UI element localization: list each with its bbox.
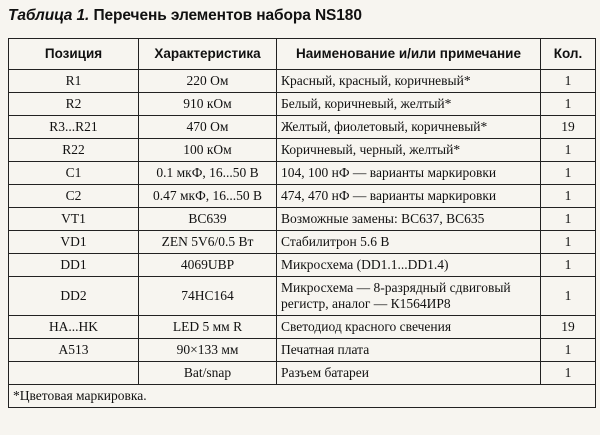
table-header-row [9,39,596,70]
cell-note: 474, 470 нФ — варианты маркировки [277,185,541,208]
table-row [9,208,596,231]
table-row [9,316,596,339]
cell-characteristic: 220 Ом [139,70,277,93]
cell-characteristic: Bat/snap [139,362,277,385]
cell-position: R1 [9,70,139,93]
cell-note: Светодиод красного свечения [277,316,541,339]
caption-label: Таблица 1. [8,7,90,24]
cell-characteristic: BC639 [139,208,277,231]
cell-quantity: 1 [541,70,596,93]
header-name-note: Наименование и/или примечание [277,39,541,70]
table-row [9,231,596,254]
cell-note: 104, 100 нФ — варианты маркировки [277,162,541,185]
cell-characteristic: 0.47 мкФ, 16...50 В [139,185,277,208]
cell-position: DD1 [9,254,139,277]
table-row [9,162,596,185]
cell-note: Желтый, фиолетовый, коричневый* [277,116,541,139]
table-row [9,362,596,385]
cell-characteristic: 4069UBP [139,254,277,277]
footnote-row [9,385,596,408]
header-position: Позиция [9,39,139,70]
table-row [9,139,596,162]
table-row [9,93,596,116]
cell-characteristic: 74HC164 [139,277,277,316]
cell-characteristic: 0.1 мкФ, 16...50 В [139,162,277,185]
cell-position [9,362,139,385]
cell-note: Коричневый, черный, желтый* [277,139,541,162]
table-row [9,70,596,93]
elements-table [8,38,596,408]
cell-position: VD1 [9,231,139,254]
cell-position: C2 [9,185,139,208]
cell-position: R22 [9,139,139,162]
cell-note: Стабилитрон 5.6 В [277,231,541,254]
cell-characteristic: 910 кОм [139,93,277,116]
cell-characteristic: 470 Ом [139,116,277,139]
table-row [9,185,596,208]
cell-note: Белый, коричневый, желтый* [277,93,541,116]
cell-position: C1 [9,162,139,185]
cell-quantity: 1 [541,139,596,162]
cell-position: R3...R21 [9,116,139,139]
cell-quantity: 19 [541,116,596,139]
cell-note: Микросхема (DD1.1...DD1.4) [277,254,541,277]
header-quantity: Кол. [541,39,596,70]
table-row [9,277,596,316]
cell-characteristic: 90×133 мм [139,339,277,362]
cell-note: Разъем батареи [277,362,541,385]
table-caption [8,7,362,25]
header-characteristic: Характеристика [139,39,277,70]
cell-quantity: 1 [541,339,596,362]
cell-quantity: 1 [541,208,596,231]
caption-title: Перечень элементов набора NS180 [93,7,362,24]
cell-quantity: 19 [541,316,596,339]
cell-quantity: 1 [541,231,596,254]
footnote: *Цветовая маркировка. [9,385,596,408]
cell-characteristic: ZEN 5V6/0.5 Вт [139,231,277,254]
cell-quantity: 1 [541,162,596,185]
cell-position: HA...HK [9,316,139,339]
cell-note: Возможные замены: BC637, BC635 [277,208,541,231]
cell-characteristic: 100 кОм [139,139,277,162]
cell-quantity: 1 [541,185,596,208]
cell-note: Красный, красный, коричневый* [277,70,541,93]
cell-note: Микросхема — 8-разрядный сдвиговый регистр, аналог — К1564ИР8 [277,277,541,316]
cell-position: VT1 [9,208,139,231]
cell-position: R2 [9,93,139,116]
cell-quantity: 1 [541,93,596,116]
table-row [9,339,596,362]
table-row [9,254,596,277]
cell-note: Печатная плата [277,339,541,362]
cell-quantity: 1 [541,254,596,277]
cell-characteristic: LED 5 мм R [139,316,277,339]
cell-position: DD2 [9,277,139,316]
table-row [9,116,596,139]
cell-position: A513 [9,339,139,362]
cell-quantity: 1 [541,362,596,385]
cell-quantity: 1 [541,277,596,316]
